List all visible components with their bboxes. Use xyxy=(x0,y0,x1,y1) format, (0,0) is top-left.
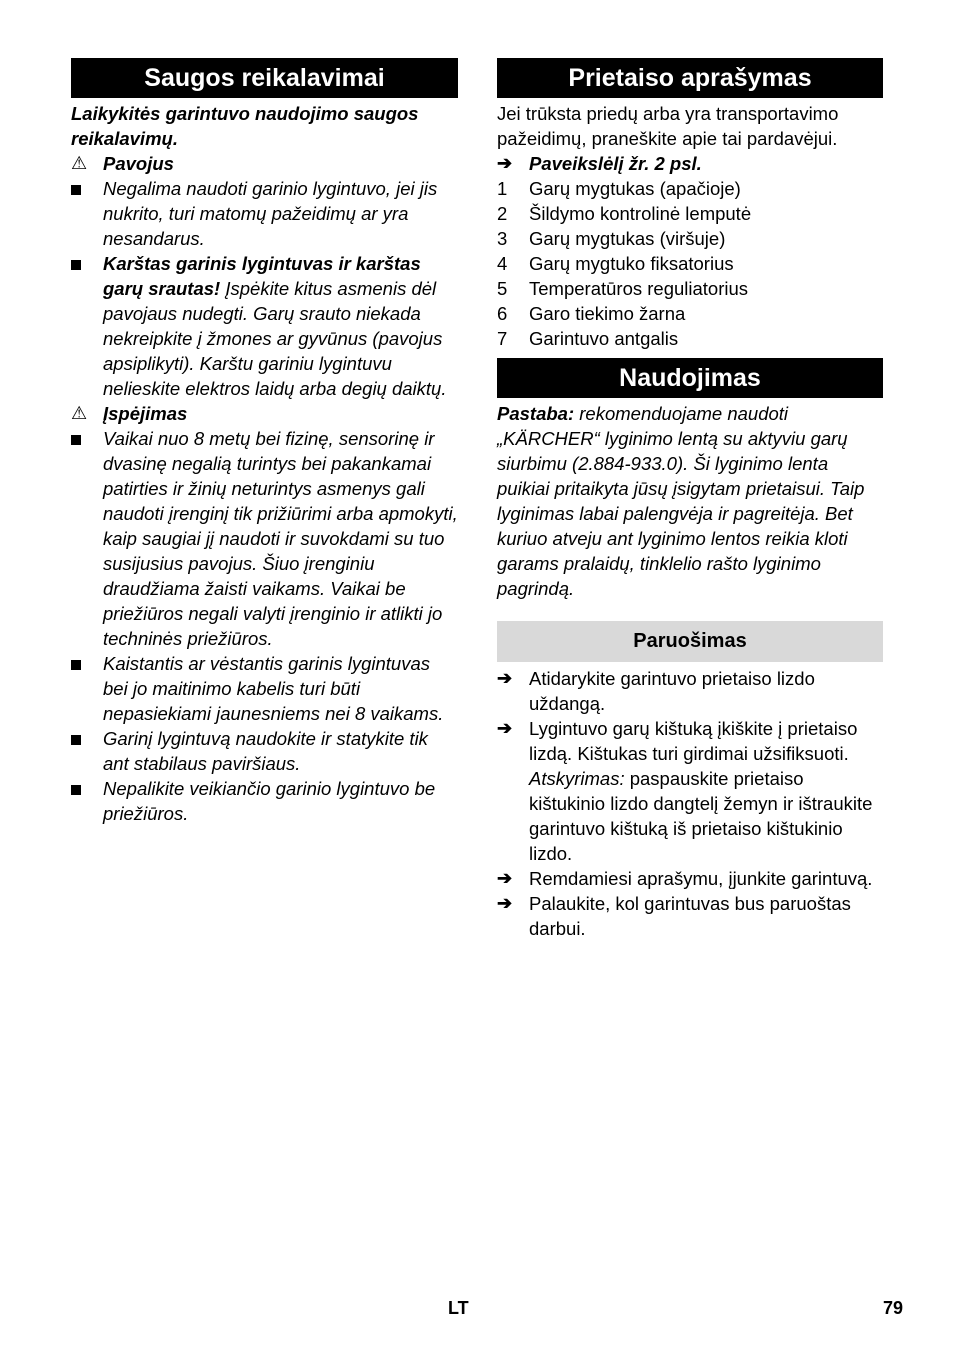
list-item xyxy=(497,301,883,326)
list-item xyxy=(497,226,883,251)
part-label: Garų mygtukas (apačioje) xyxy=(529,178,741,199)
section-title-description: Prietaiso aprašymas xyxy=(497,58,883,98)
part-number: 7 xyxy=(497,328,508,349)
warning-item-text: Kaistantis ar vėstantis garinis lygintuvas bei jo maitinimo kabelis turi būti nepasiekiami jaunesniems nei 8 vaikams. xyxy=(103,653,444,724)
right-column xyxy=(497,58,883,941)
part-number: 1 xyxy=(497,178,508,199)
list-item xyxy=(71,651,458,726)
warning-item-text: Vaikai nuo 8 metų bei fizinę, sensorinę ir dvasinę negalią turintys bei pakankamai patirties ir žinių neturintys asmenys gali naudoti įrenginį tik prižiūrimi arba apmokyti, kaip saugiai jį naudoti ir suvokdami su tuo susijusius pavojus. Šiuo įrenginiu draudžiama žaisti vaikams. Vaikai be priežiūros negali valyti įrenginio ir atlikti jo techninės priežiūros. xyxy=(103,428,458,649)
list-item xyxy=(497,251,883,276)
figure-reference-text: Paveikslėlį žr. 2 psl. xyxy=(529,153,702,174)
arrow-right-icon: ➔ xyxy=(497,153,513,173)
part-number: 6 xyxy=(497,303,508,324)
list-item xyxy=(497,326,883,351)
step-text: Remdamiesi aprašymu, įjunkite garintuvą. xyxy=(529,868,873,889)
part-label: Temperatūros reguliatorius xyxy=(529,278,749,299)
note-label: Pastaba: xyxy=(497,403,575,424)
figure-reference xyxy=(497,151,883,176)
part-number: 5 xyxy=(497,278,508,299)
list-item xyxy=(71,426,458,651)
step-text: Palaukite, kol garintuvas bus paruoštas darbui. xyxy=(529,893,851,939)
bullet-square-icon xyxy=(71,176,103,201)
description-text: Jei trūksta priedų arba yra transportavimo pažeidimų, praneškite apie tai pardavėjui. xyxy=(497,103,839,149)
warning-triangle-icon: ⚠ xyxy=(71,403,88,423)
part-label: Garų mygtukas (viršuje) xyxy=(529,228,726,249)
detach-label: Atskyrimas: xyxy=(529,768,625,789)
warning-triangle-icon: ⚠ xyxy=(71,153,88,173)
list-item xyxy=(71,176,458,251)
part-label: Garintuvo antgalis xyxy=(529,328,679,349)
detach-text: paspauskite prietaiso kištukinio lizdo dangtelį žemyn ir ištraukite garintuvo kištuką iš prietaiso kištukinio lizdo. xyxy=(529,768,873,864)
section-title-safety: Saugos reikalavimai xyxy=(71,58,458,98)
step-text xyxy=(529,716,883,866)
part-number: 3 xyxy=(497,228,508,249)
warning-heading xyxy=(71,401,458,426)
step-main: Lygintuvo garų kištuką įkiškite į prietaiso lizdą. Kištukas turi girdimai užsifiksuoti. xyxy=(529,718,858,764)
page-number: 79 xyxy=(883,1298,904,1318)
part-label: Šildymo kontrolinė lemputė xyxy=(529,203,752,224)
footer-language: LT xyxy=(448,1298,469,1318)
section-title-usage: Naudojimas xyxy=(497,358,883,398)
list-item xyxy=(71,726,458,776)
danger-heading xyxy=(71,151,458,176)
arrow-right-icon: ➔ xyxy=(497,868,513,888)
bullet-square-icon xyxy=(71,726,103,751)
safety-intro: Laikykitės garintuvo naudojimo saugos reikalavimų. xyxy=(71,103,419,149)
danger-item-rest: Įspėkite kitus asmenis dėl pavojaus nudegti. Garų srauto niekada nekreipkite į žmones ar gyvūnus (pavojus apsiplikyti). Karštu gariniu lygintuvu nelieskite elektros laidų arba degių daiktų. xyxy=(103,278,447,399)
list-item xyxy=(497,201,883,226)
list-item xyxy=(497,276,883,301)
bullet-square-icon xyxy=(71,251,103,276)
parts-list xyxy=(497,176,883,351)
list-item xyxy=(497,666,883,716)
left-column xyxy=(71,58,458,826)
warning-item-text: Nepalikite veikiančio garinio lygintuvo be priežiūros. xyxy=(103,778,436,824)
part-label: Garo tiekimo žarna xyxy=(529,303,686,324)
usage-note xyxy=(497,401,883,601)
arrow-right-icon: ➔ xyxy=(497,668,513,688)
danger-item-text: Negalima naudoti garinio lygintuvo, jei jis nukrito, turi matomų pažeidimų ar yra nesandarus. xyxy=(103,178,438,249)
step-text: Atidarykite garintuvo prietaiso lizdo uždangą. xyxy=(529,668,815,714)
danger-item-text xyxy=(103,251,458,401)
danger-label: Pavojus xyxy=(103,153,174,174)
arrow-right-icon: ➔ xyxy=(497,718,513,738)
subsection-title-preparation: Paruošimas xyxy=(497,621,883,662)
list-item xyxy=(71,251,458,401)
part-number: 2 xyxy=(497,203,508,224)
part-number: 4 xyxy=(497,253,508,274)
list-item xyxy=(497,891,883,941)
warning-item-text: Garinį lygintuvą naudokite ir statykite tik ant stabilaus paviršiaus. xyxy=(103,728,428,774)
list-item xyxy=(497,176,883,201)
arrow-right-icon: ➔ xyxy=(497,893,513,913)
bullet-square-icon xyxy=(71,426,103,451)
list-item xyxy=(497,716,883,866)
list-item xyxy=(71,776,458,826)
note-text: rekomenduojame naudoti „KÄRCHER“ lyginimo lentą su aktyviu garų siurbimu (2.884-933.0). Ši lyginimo lenta puikiai pritaikyta jūsų įsigytam prietaisui. Taip lyginimas labai palengvėja ir pagreitėja. Bet kuriuo atveju ant lyginimo lentos reikia kloti garams pralaidų, tinklelio rašto lyginimo pagrindą. xyxy=(497,403,865,599)
bullet-square-icon xyxy=(71,776,103,801)
part-label: Garų mygtuko fiksatorius xyxy=(529,253,734,274)
bullet-square-icon xyxy=(71,651,103,676)
list-item xyxy=(497,866,883,891)
warning-label: Įspėjimas xyxy=(103,403,188,424)
danger-item-bold: Karštas garinis lygintuvas ir karštas garų srautas! xyxy=(103,253,421,299)
